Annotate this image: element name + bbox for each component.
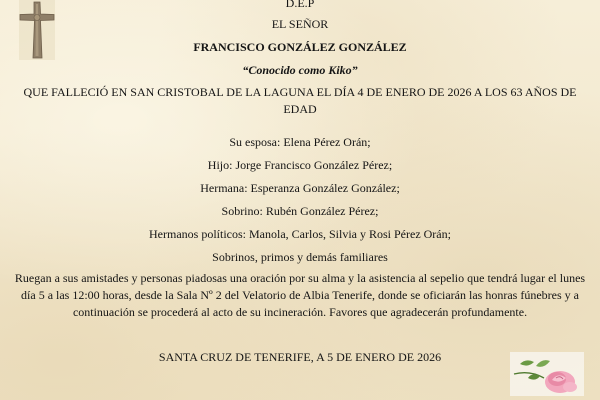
death-statement: QUE FALLECIÓ EN SAN CRISTOBAL DE LA LAGUNA EL DÍA 4 DE ENERO DE 2026 A LOS 63 AÑOS DE EDAD bbox=[23, 85, 577, 116]
relative-line: Sobrinos, primos y demás familiares bbox=[212, 250, 388, 264]
relative-line: Sobrino: Rubén González Pérez; bbox=[221, 204, 379, 218]
rose-icon bbox=[510, 352, 584, 396]
funeral-request-paragraph: Ruegan a sus amistades y personas piadosas una oración por su alma y la asistencia al sepelio que tendrá lugar el lunes día 5 a las 12:00 horas, desde la Sala Nº 2 del Velatorio de Albia Tenerife, donde se oficiarán las honras fúnebres y a continuación se procederá al acto de su incineración. Favores que agradecerán profundamente. bbox=[14, 271, 586, 319]
title-el-senor: EL SEÑOR bbox=[271, 17, 329, 31]
deceased-name: FRANCISCO GONZÁLEZ GONZÁLEZ bbox=[193, 40, 407, 54]
relative-line: Hermanos políticos: Manola, Carlos, Silvia y Rosi Pérez Orán; bbox=[149, 227, 451, 241]
place-date: SANTA CRUZ DE TENERIFE, A 5 DE ENERO DE 2026 bbox=[158, 350, 442, 364]
nickname: “Conocido como Kiko” bbox=[242, 63, 358, 77]
dep-heading: D.E.P bbox=[285, 0, 315, 10]
relative-line: Su esposa: Elena Pérez Orán; bbox=[229, 135, 371, 149]
relative-line: Hermana: Esperanza González González; bbox=[200, 181, 400, 195]
relative-line: Hijo: Jorge Francisco González Pérez; bbox=[207, 158, 393, 172]
